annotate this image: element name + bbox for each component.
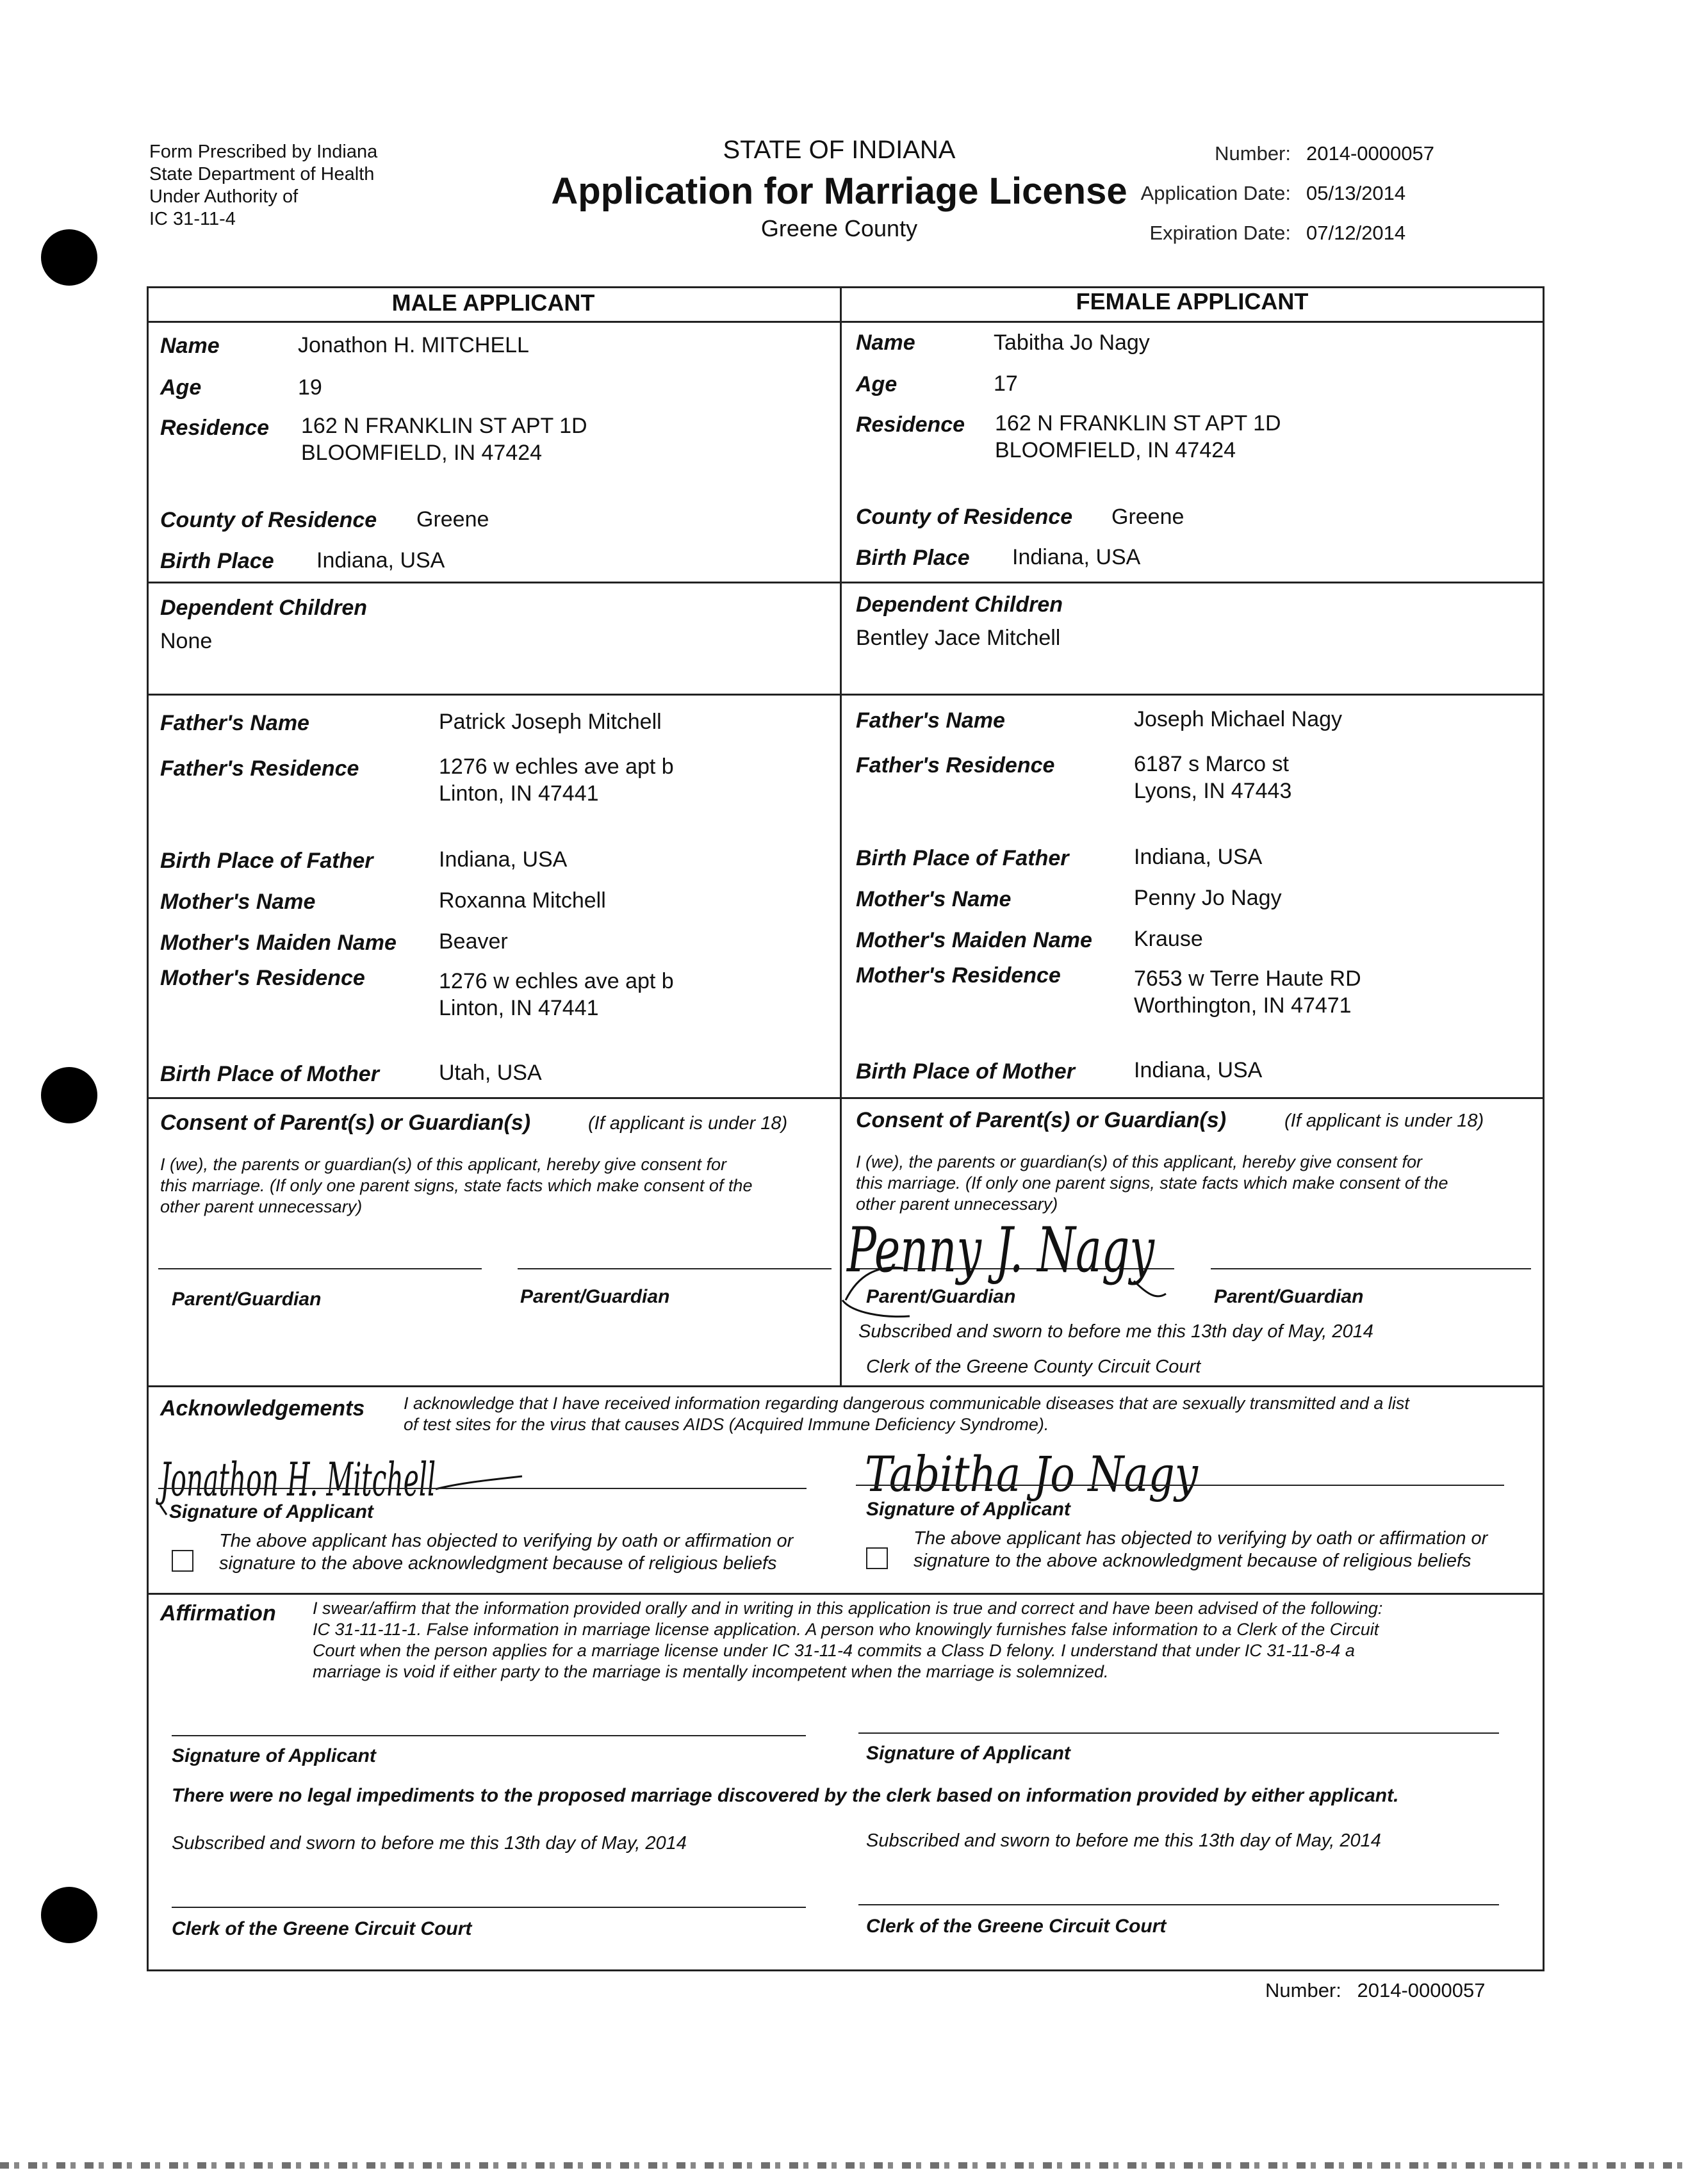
male-fathers-residence-label: Father's Residence xyxy=(160,756,359,781)
male-name-label: Name xyxy=(160,334,220,358)
female-mothers-residence-line2: Worthington, IN 47471 xyxy=(1134,993,1352,1018)
male-parent2-label: Parent/Guardian xyxy=(520,1286,670,1307)
male-affirmation-signature-label: Signature of Applicant xyxy=(172,1745,376,1766)
male-consent-text-line3: other parent unnecessary) xyxy=(160,1197,363,1216)
authority-line: Under Authority of xyxy=(149,186,299,207)
affirmation-text-line4: marriage is void if either party to the marriage is mentally incompetent when the marriage is solemnized. xyxy=(313,1662,1109,1681)
title-block xyxy=(545,136,1134,242)
male-mothers-residence-line2: Linton, IN 47441 xyxy=(439,996,599,1020)
acknowledgements-text-line1: I acknowledge that I have received information regarding dangerous communicable diseases that are sexually transmitted and a list xyxy=(404,1394,1409,1413)
male-name: Jonathon H. MITCHELL xyxy=(298,333,529,357)
state-heading: STATE OF INDIANA xyxy=(723,136,956,164)
female-birthplace: Indiana, USA xyxy=(1012,545,1141,569)
male-ack-signature-line xyxy=(158,1488,807,1489)
affirmation-heading: Affirmation xyxy=(160,1601,276,1626)
female-consent-text-line1: I (we), the parents or guardian(s) of this applicant, hereby give consent for xyxy=(856,1152,1422,1171)
male-fathers-name-label: Father's Name xyxy=(160,711,309,735)
female-county: Greene xyxy=(1111,505,1184,529)
male-father-birthplace: Indiana, USA xyxy=(439,847,568,872)
male-fathers-name: Patrick Joseph Mitchell xyxy=(439,710,662,734)
female-parent-signature-text: Penny J. Nagy xyxy=(846,1214,1156,1286)
female-dependent-children: Bentley Jace Mitchell xyxy=(856,626,1061,650)
male-age: 19 xyxy=(298,375,322,400)
female-residence-label: Residence xyxy=(856,412,965,437)
male-clerk-label: Clerk of the Greene Circuit Court xyxy=(172,1918,472,1939)
female-county-label: County of Residence xyxy=(856,505,1073,529)
number-label: Number: xyxy=(1215,142,1291,165)
female-age: 17 xyxy=(994,371,1018,396)
expiration-date-label: Expiration Date: xyxy=(1149,222,1291,244)
male-consent-text-line2: this marriage. (If only one parent signs, state facts which make consent of the xyxy=(160,1176,753,1195)
punch-hole-top xyxy=(41,229,97,286)
authority-line: Form Prescribed by Indiana xyxy=(149,142,378,162)
female-mothers-residence-line1: 7653 w Terre Haute RD xyxy=(1134,966,1361,991)
female-fathers-name-label: Father's Name xyxy=(856,708,1005,733)
male-mothers-name-label: Mother's Name xyxy=(160,890,316,914)
female-applicant-signature-text: Tabitha Jo Nagy xyxy=(865,1446,1199,1503)
license-number: 2014-0000057 xyxy=(1306,142,1434,165)
female-parent1-label: Parent/Guardian xyxy=(866,1286,1016,1307)
female-mother-birthplace-label: Birth Place of Mother xyxy=(856,1059,1075,1084)
footer-number-value: 2014-0000057 xyxy=(1357,1979,1486,2001)
female-mother-birthplace: Indiana, USA xyxy=(1134,1058,1263,1082)
female-ack-signature-label: Signature of Applicant xyxy=(866,1499,1070,1520)
application-date-label: Application Date: xyxy=(1140,182,1291,204)
female-age-label: Age xyxy=(856,372,897,396)
affirmation-text-line3: Court when the person applies for a marriage license under IC 31-11-4 commits a Class D felony. I understand that under IC 31-11-8-4 a xyxy=(313,1641,1355,1660)
female-residence-line2: BLOOMFIELD, IN 47424 xyxy=(995,438,1236,462)
application-date-row xyxy=(1118,182,1434,222)
female-clerk-signature-line xyxy=(858,1904,1499,1905)
authority-block xyxy=(149,141,377,231)
female-affirmation-signature-line xyxy=(858,1732,1499,1734)
consent-clerk-text: Clerk of the Greene County Circuit Court xyxy=(866,1357,1201,1377)
male-fathers-residence-line1: 1276 w echles ave apt b xyxy=(439,754,674,779)
expiration-date-row xyxy=(1118,222,1434,245)
male-mothers-residence-label: Mother's Residence xyxy=(160,966,365,990)
female-parent2-label: Parent/Guardian xyxy=(1214,1286,1364,1307)
male-age-label: Age xyxy=(160,375,202,400)
male-mothers-name: Roxanna Mitchell xyxy=(439,888,606,913)
female-mothers-maiden: Krause xyxy=(1134,927,1203,951)
male-objection-line1: The above applicant has objected to verifying by oath or affirmation or xyxy=(219,1531,794,1551)
expiration-date: 07/12/2014 xyxy=(1306,222,1406,244)
male-mothers-maiden-label: Mother's Maiden Name xyxy=(160,931,397,955)
male-parent2-signature-line xyxy=(518,1268,832,1269)
female-objection-line1: The above applicant has objected to verifying by oath or affirmation or xyxy=(914,1528,1488,1549)
divider xyxy=(147,321,1543,323)
scan-artifact-strip xyxy=(0,2162,1688,2169)
document-title: Application for Marriage License xyxy=(551,170,1127,212)
female-consent-text-line3: other parent unnecessary) xyxy=(856,1194,1058,1214)
authority-line: IC 31-11-4 xyxy=(149,209,236,229)
female-parent2-signature-line xyxy=(1211,1268,1531,1269)
male-birthplace: Indiana, USA xyxy=(316,548,445,573)
male-clerk-signature-line xyxy=(172,1907,806,1908)
male-dependent-children-label: Dependent Children xyxy=(160,596,368,620)
authority-line: State Department of Health xyxy=(149,164,375,184)
affirmation-text-line2: IC 31-11-11-1. False information in marriage license application. A person who knowingly furnishes false information to a Clerk of the Circuit xyxy=(313,1620,1379,1639)
acknowledgements-heading: Acknowledgements xyxy=(160,1396,365,1421)
footer-number-label: Number: xyxy=(1265,1979,1341,2001)
county-heading: Greene County xyxy=(760,215,918,241)
female-consent-text-line2: this marriage. (If only one parent signs, state facts which make consent of the xyxy=(856,1173,1448,1193)
consent-sworn-text: Subscribed and sworn to before me this 13th day of May, 2014 xyxy=(858,1321,1373,1342)
female-mothers-residence-label: Mother's Residence xyxy=(856,963,1061,988)
acknowledgements-text-line2: of test sites for the virus that causes AIDS (Acquired Immune Deficiency Syndrome). xyxy=(404,1415,1049,1434)
male-county: Greene xyxy=(416,507,489,532)
number-row xyxy=(1118,142,1434,182)
female-fathers-residence-line2: Lyons, IN 47443 xyxy=(1134,779,1292,803)
female-birthplace-label: Birth Place xyxy=(856,546,970,570)
female-name-label: Name xyxy=(856,330,915,355)
female-ack-signature-line xyxy=(856,1485,1504,1486)
female-fathers-name: Joseph Michael Nagy xyxy=(1134,707,1343,731)
male-parent1-label: Parent/Guardian xyxy=(172,1289,322,1310)
female-residence-line1: 162 N FRANKLIN ST APT 1D xyxy=(995,411,1281,436)
male-parent1-signature-line xyxy=(158,1268,482,1269)
affirmation-text-line1: I swear/affirm that the information provided orally and in writing in this application is true and correct and have been advised of the following: xyxy=(313,1599,1383,1618)
male-mothers-residence-line1: 1276 w echles ave apt b xyxy=(439,969,674,993)
male-applicant-heading: MALE APPLICANT xyxy=(391,289,595,316)
male-mother-birthplace-label: Birth Place of Mother xyxy=(160,1062,379,1086)
male-birthplace-label: Birth Place xyxy=(160,549,274,573)
female-fathers-residence-label: Father's Residence xyxy=(856,753,1055,778)
female-objection-line2: signature to the above acknowledgment because of religious beliefs xyxy=(914,1551,1471,1571)
divider xyxy=(147,1385,1543,1387)
male-objection-line2: signature to the above acknowledgment because of religious beliefs xyxy=(219,1553,777,1574)
footer-number xyxy=(1265,1979,1485,2002)
no-impediments-statement: There were no legal impediments to the proposed marriage discovered by the clerk based on information provided by either applicant. xyxy=(172,1785,1399,1806)
male-applicant-signature-text: Jonathon H. Mitchell xyxy=(155,1453,436,1506)
male-consent-text-line1: I (we), the parents or guardian(s) of this applicant, hereby give consent for xyxy=(160,1155,726,1174)
male-affirmation-sworn-text: Subscribed and sworn to before me this 13th day of May, 2014 xyxy=(172,1833,687,1854)
female-mothers-maiden-label: Mother's Maiden Name xyxy=(856,928,1092,952)
male-ack-signature-label: Signature of Applicant xyxy=(169,1501,373,1522)
female-mothers-name-label: Mother's Name xyxy=(856,887,1012,911)
female-clerk-label: Clerk of the Greene Circuit Court xyxy=(866,1916,1167,1937)
male-dependent-children: None xyxy=(160,629,213,653)
female-consent-heading: Consent of Parent(s) or Guardian(s) xyxy=(856,1108,1227,1132)
female-affirmation-sworn-text: Subscribed and sworn to before me this 13th day of May, 2014 xyxy=(866,1830,1381,1851)
divider xyxy=(147,694,1543,696)
male-affirmation-signature-line xyxy=(172,1735,806,1736)
male-residence-line2: BLOOMFIELD, IN 47424 xyxy=(301,441,543,465)
male-fathers-residence-line2: Linton, IN 47441 xyxy=(439,781,599,806)
divider xyxy=(147,582,1543,583)
female-father-birthplace-label: Birth Place of Father xyxy=(856,846,1069,870)
male-residence-line1: 162 N FRANKLIN ST APT 1D xyxy=(301,414,587,438)
female-father-birthplace: Indiana, USA xyxy=(1134,845,1263,869)
divider xyxy=(147,1097,1543,1099)
female-fathers-residence-line1: 6187 s Marco st xyxy=(1134,752,1289,776)
male-objection-checkbox[interactable] xyxy=(172,1550,193,1572)
divider xyxy=(147,1593,1543,1595)
male-county-label: County of Residence xyxy=(160,508,377,532)
male-father-birthplace-label: Birth Place of Father xyxy=(160,849,373,873)
application-date: 05/13/2014 xyxy=(1306,182,1406,204)
female-consent-condition: (If applicant is under 18) xyxy=(1284,1111,1484,1131)
female-affirmation-signature-label: Signature of Applicant xyxy=(866,1743,1070,1764)
female-mothers-name: Penny Jo Nagy xyxy=(1134,886,1282,910)
male-consent-heading: Consent of Parent(s) or Guardian(s) xyxy=(160,1111,531,1135)
male-consent-condition: (If applicant is under 18) xyxy=(588,1113,788,1134)
male-mothers-maiden: Beaver xyxy=(439,929,508,954)
female-applicant-heading: FEMALE APPLICANT xyxy=(1076,288,1309,314)
male-residence-label: Residence xyxy=(160,416,270,440)
punch-hole-bottom xyxy=(41,1887,97,1943)
male-mother-birthplace: Utah, USA xyxy=(439,1061,542,1085)
female-dependent-children-label: Dependent Children xyxy=(856,592,1063,617)
female-objection-checkbox[interactable] xyxy=(866,1547,888,1569)
punch-hole-middle xyxy=(41,1067,97,1123)
meta-block xyxy=(1118,142,1434,245)
female-name: Tabitha Jo Nagy xyxy=(994,330,1150,355)
